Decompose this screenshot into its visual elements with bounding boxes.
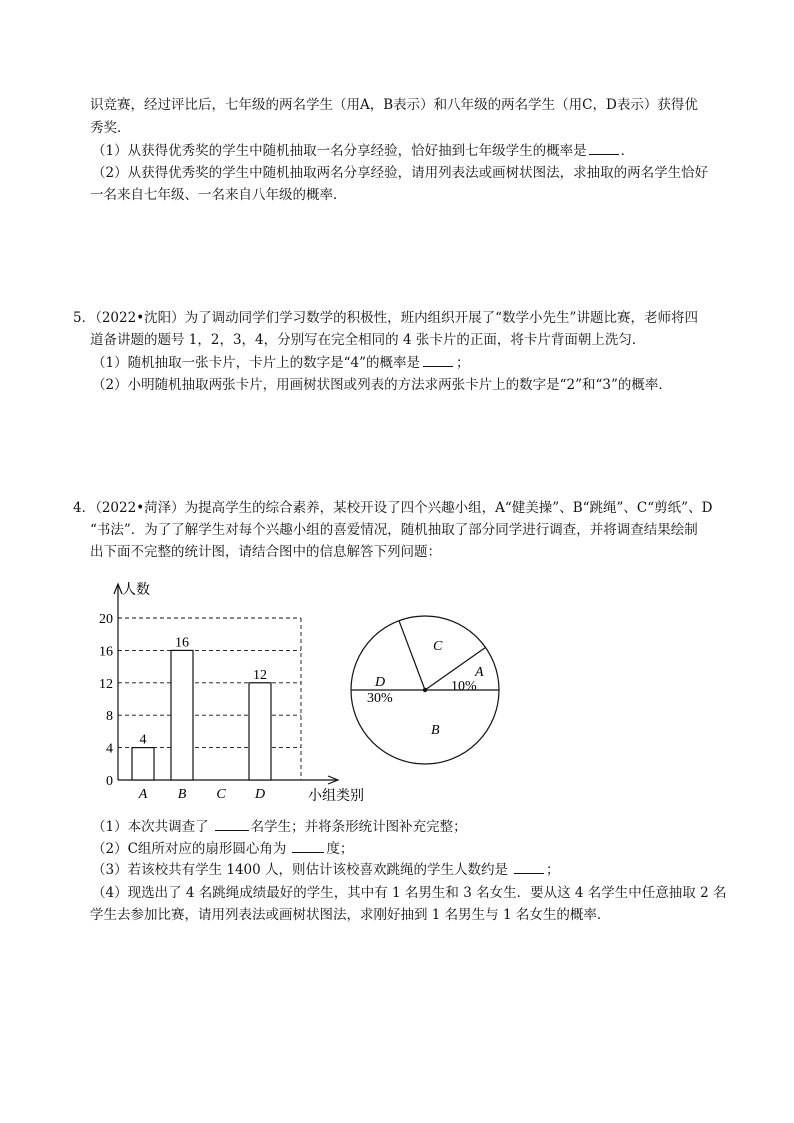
answer-blank[interactable] (589, 142, 619, 155)
pie-label-a: A (475, 665, 484, 680)
p4-q2-end: 度； (326, 841, 354, 857)
y-tick-label: 20 (99, 612, 113, 627)
x-tick-label: D (254, 787, 266, 802)
problem4-line2: “书法”．为了了解学生对每个兴趣小组的喜爱情况，随机抽取了部分同学进行调查，并将调查结果绘制 (90, 522, 698, 538)
answer-blank[interactable] (215, 818, 249, 831)
bar-B (171, 650, 193, 780)
problem4-line3: 出下面不完整的统计图，请结合图中的信息解答下列问题： (90, 544, 441, 560)
y-tick-label: 16 (99, 644, 113, 660)
bar-chart (96, 574, 376, 804)
p4-q3-text: （3）若该校共有学生 1400 人，则估计该校喜欢跳绳的学生人数约是 (92, 862, 509, 878)
bar-value-label: 16 (175, 635, 189, 651)
bar-A (132, 748, 154, 780)
x-axis-label: 小组类别 (308, 789, 364, 804)
problem5-part2: （2）小明随机抽取两张卡片，用画树状图或列表的方法求两张卡片上的数字是“2”和“3”的概率． (92, 377, 672, 393)
prev-problem-part2-line1: （2）从获得优秀奖的学生中随机抽取两名分享经验，请用列表法或画树状图法，求抽取的两名学生恰好 (92, 165, 709, 181)
p5-part1-end: ； (455, 355, 470, 371)
p4-q1-end: 名学生；并将条形统计图补充完整； (250, 819, 467, 835)
bar-D (249, 683, 271, 780)
problem5-line1: 5．（2022•沈阳）为了调动同学们学习数学的积极性，班内组织开展了“数学小先生”讲题比赛，老师将四 (73, 310, 698, 326)
y-tick-label: 8 (106, 709, 113, 725)
pie-center (423, 688, 427, 692)
prev-problem-part2-line2: 一名来自七年级、一名来自八年级的概率． (90, 187, 347, 203)
problem4-q2 (92, 840, 353, 858)
problem4-q1 (92, 818, 467, 836)
problem4-q4-line2: 学生去参加比赛，请用列表法或画树状图法，求刚好抽到 1 名男生与 1 名女生的概率． (90, 907, 611, 923)
pie-label-b: B (431, 723, 440, 738)
p4-q3-end: ； (546, 862, 560, 878)
p4-q1-text: （1）本次共调查了 (92, 819, 209, 835)
bar-value-label: 4 (139, 732, 147, 748)
pie-chart (345, 610, 505, 770)
prev-part1-end: ． (620, 143, 635, 159)
pie-label-d: D (375, 675, 386, 690)
x-tick-label: A (138, 787, 148, 802)
x-tick-label: B (177, 787, 187, 802)
problem5-line2: 道备讲题的题号 1，2，3，4，分别写在完全相同的 4 张卡片的正面，将卡片背面朝上洗匀． (90, 332, 646, 348)
answer-blank[interactable] (292, 840, 324, 853)
pie-divider-c-d (399, 621, 425, 690)
prev-part1-text: （1）从获得优秀奖的学生中随机抽取一名分享经验，恰好抽到七年级学生的概率是 (92, 143, 587, 159)
problem4-line1: 4．（2022•菏泽）为提高学生的综合素养，某校开设了四个兴趣小组，A“健美操”、B“跳绳”、C“剪纸”、D (73, 500, 713, 516)
bar-value-label: 12 (253, 667, 267, 683)
y-axis-label: 人数 (122, 583, 150, 598)
y-tick-label: 12 (99, 676, 113, 692)
bar-series (132, 650, 271, 780)
prev-problem-line2: 秀奖． (90, 120, 131, 136)
pie-pct-a: 10% (451, 679, 477, 694)
problem4-q3 (92, 861, 560, 879)
y-tick-label: 0 (106, 774, 113, 789)
problem4-q4-line1: （4）现选出了 4 名跳绳成绩最好的学生，其中有 1 名男生和 3 名女生．要从这 4 名学生中任意抽取 2 名 (92, 885, 727, 901)
prev-problem-line1: 识竞赛，经过评比后，七年级的两名学生（用A，B表示）和八年级的两名学生（用C，D表示）获得优 (90, 97, 698, 113)
pie-pct-d: 30% (367, 691, 393, 706)
y-tick-label: 4 (106, 741, 113, 757)
answer-blank[interactable] (514, 861, 544, 874)
answer-blank[interactable] (423, 354, 453, 367)
problem5-part1 (92, 354, 469, 372)
pie-label-c: C (433, 639, 443, 654)
p5-part1-text: （1）随机抽取一张卡片，卡片上的数字是“4”的概率是 (92, 355, 420, 371)
x-tick-label: C (216, 787, 226, 802)
prev-problem-part1 (92, 142, 634, 160)
p4-q2-text: （2）C组所对应的扇形圆心角为 (92, 841, 287, 857)
